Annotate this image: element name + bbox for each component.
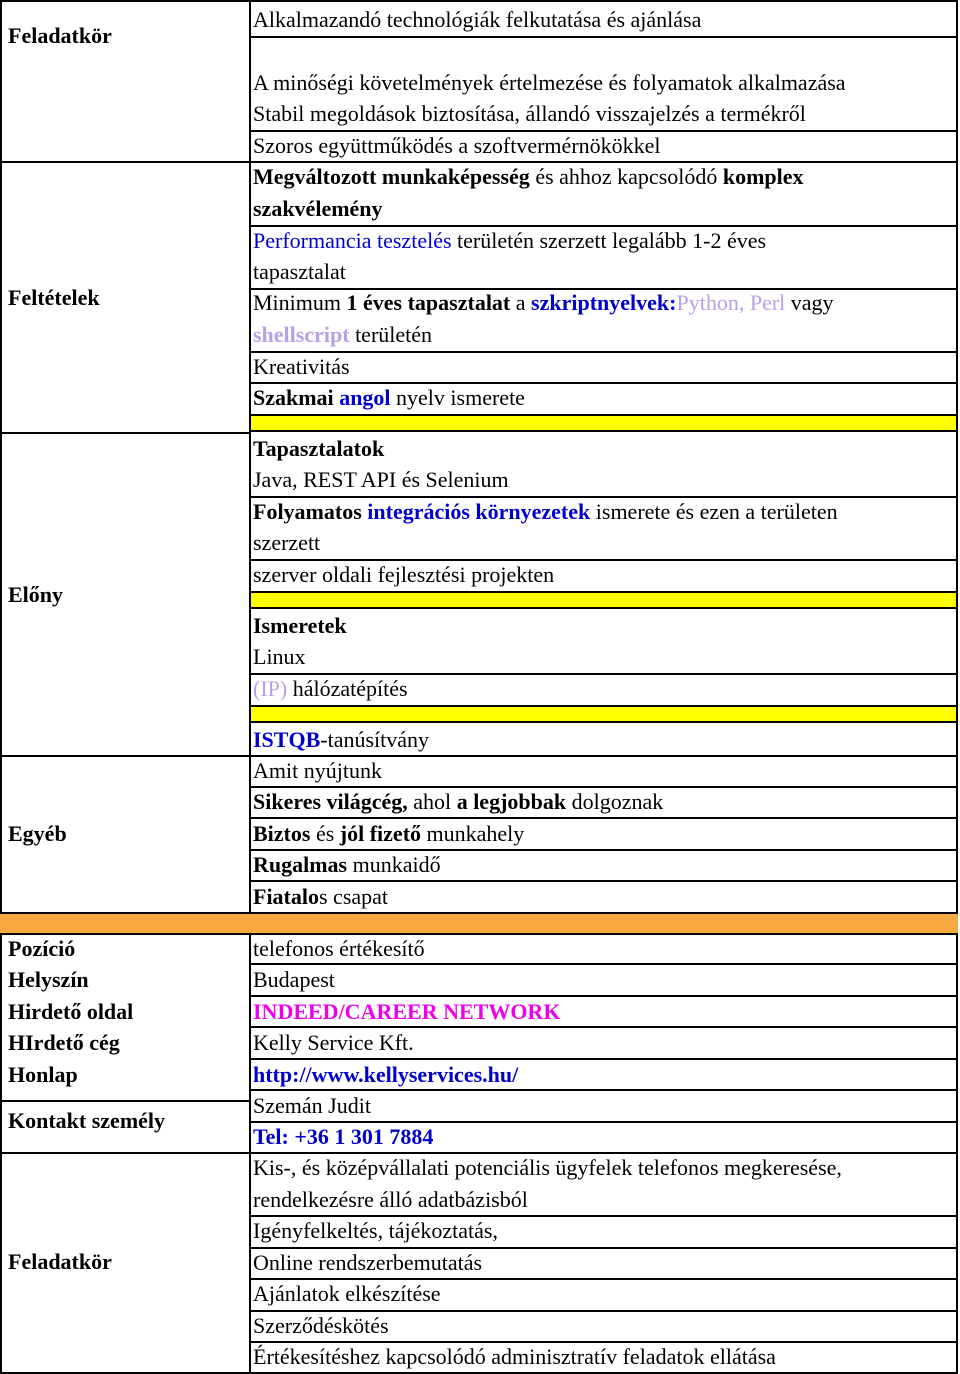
- text-blue-bold: integrációs környezetek: [367, 499, 591, 524]
- text-blue-bold: angol: [339, 385, 391, 410]
- text-blue-bold: szkriptnyelvek:: [531, 290, 677, 315]
- requirement-item-cont: tapasztalat: [253, 259, 346, 284]
- requirement-item: [253, 228, 953, 254]
- requirement-item-cont: [253, 322, 953, 348]
- label-feladatkor-bottom: Feladatkör: [8, 1249, 112, 1274]
- other-item: [253, 821, 953, 847]
- task-item: Online rendszerbemutatás: [253, 1250, 483, 1275]
- row-line: [249, 1215, 958, 1217]
- label-hirdeto-ceg: HIrdető cég: [8, 1030, 120, 1055]
- label-pozicio: Pozíció: [8, 936, 76, 961]
- text-bold: komplex: [722, 164, 804, 189]
- highlight-band: [251, 591, 956, 609]
- section-line: [0, 432, 251, 434]
- requirement-item: Szoros együttműködés a szoftvermérnökökkel: [253, 133, 661, 158]
- text-blue-bold: ISTQB: [253, 727, 321, 752]
- section-line: [0, 755, 251, 757]
- other-item: [253, 884, 953, 910]
- value-kontakt-phone[interactable]: Tel: +36 1 301 7884: [253, 1124, 434, 1149]
- row-line: [249, 880, 958, 882]
- row-line: [249, 559, 958, 561]
- task-item: Kis-, és középvállalati potenciális ügyfelek telefonos megkeresése,: [253, 1155, 842, 1180]
- row-line: [249, 849, 958, 851]
- other-item: [253, 789, 953, 815]
- row-line: [249, 1341, 958, 1343]
- task-item: Értékesítéshez kapcsolódó adminisztratív feladatok ellátása: [253, 1344, 776, 1369]
- text-bold: 1 éves tapasztalat: [346, 290, 511, 315]
- other-item: [253, 727, 953, 753]
- text: munkaidő: [347, 852, 441, 877]
- label-elony: Előny: [8, 582, 64, 607]
- value-helyszin: Budapest: [253, 967, 335, 992]
- text: és ahhoz kapcsolódó: [529, 164, 723, 189]
- label-feladatkor: Feladatkör: [8, 23, 112, 48]
- row-line: [249, 1058, 958, 1060]
- text-bold: Megváltozott munkaképesség: [253, 164, 530, 189]
- row-line: [249, 225, 958, 227]
- row-line: [249, 130, 958, 132]
- value-hirdeto-ceg: Kelly Service Kft.: [253, 1030, 414, 1055]
- value-honlap: [253, 1062, 953, 1088]
- requirement-item: [253, 290, 953, 316]
- row-line: [249, 786, 958, 788]
- text: s csapat: [319, 884, 389, 909]
- text: a: [510, 290, 532, 315]
- section-heading-ismeretek: Ismeretek: [253, 613, 347, 638]
- text: dolgoznak: [566, 789, 664, 814]
- requirement-item: [253, 164, 953, 190]
- row-line: [249, 351, 958, 353]
- section-heading-tapasztalatok: Tapasztalatok: [253, 436, 385, 461]
- requirement-item-cont: szakvélemény: [253, 196, 383, 221]
- other-item: Amit nyújtunk: [253, 758, 382, 783]
- text: Minimum: [253, 290, 347, 315]
- table-border-top: [0, 0, 958, 2]
- label-helyszin: Helyszín: [8, 967, 89, 992]
- section-separator-band: [0, 912, 958, 935]
- text-lavender: (IP): [253, 676, 288, 701]
- text-lavender: Python, Perl: [676, 290, 786, 315]
- text: területén: [349, 322, 433, 347]
- row-line: [249, 963, 958, 965]
- text: nyelv ismerete: [390, 385, 525, 410]
- text-bold: Biztos: [253, 821, 311, 846]
- section-line: [0, 161, 251, 163]
- text-bold: Fiatalo: [253, 884, 319, 909]
- row-line: [249, 673, 958, 675]
- advantage-item: [253, 499, 953, 525]
- text: -tanúsítvány: [320, 727, 430, 752]
- row-line: [249, 1121, 958, 1123]
- task-item-cont: rendelkezésre álló adatbázisból: [253, 1187, 528, 1212]
- label-feltetelek: Feltételek: [8, 285, 100, 310]
- section-line: [0, 1152, 251, 1154]
- highlight-band: [251, 705, 956, 723]
- text-bold: Szakmai: [253, 385, 340, 410]
- table-border-right: [956, 0, 958, 1374]
- feladatkor-line: Alkalmazandó technológiák felkutatása és ajánlása: [253, 7, 702, 32]
- row-line: [249, 1152, 958, 1154]
- row-line: [249, 496, 958, 498]
- text-bold: Folyamatos: [253, 499, 368, 524]
- row-line: [249, 1247, 958, 1249]
- value-pozicio: telefonos értékesítő: [253, 936, 425, 961]
- label-kontakt-szemely: Kontakt személy: [8, 1108, 166, 1133]
- advantage-item: Linux: [253, 644, 306, 669]
- label-honlap: Honlap: [8, 1062, 78, 1087]
- section-line: [0, 1100, 251, 1102]
- row-line: [249, 755, 958, 757]
- row-line: [249, 1026, 958, 1028]
- label-hirdeto-oldal: Hirdető oldal: [8, 999, 134, 1024]
- highlight-band: [251, 414, 956, 432]
- text-bold: Sikeres világcég,: [253, 789, 408, 814]
- value-hirdeto-oldal: INDEED/CAREER NETWORK: [253, 999, 561, 1024]
- requirement-item: Stabil megoldások biztosítása, állandó visszajelzés a termékről: [253, 101, 806, 126]
- website-link[interactable]: http://www.kellyservices.hu/: [253, 1062, 519, 1087]
- other-item: [253, 852, 953, 878]
- advantage-item: Java, REST API és Selenium: [253, 467, 509, 492]
- text: vagy: [785, 290, 834, 315]
- requirement-item: Kreativitás: [253, 354, 350, 379]
- table-border-left: [0, 0, 2, 1374]
- advantage-item: [253, 676, 953, 702]
- row-line: [249, 36, 958, 38]
- text: munkahely: [421, 821, 525, 846]
- text: területén szerzett legalább 1-2 éves: [451, 228, 767, 253]
- requirement-item: [253, 385, 953, 411]
- advantage-item: szerver oldali fejlesztési projekten: [253, 562, 555, 587]
- row-line: [249, 1089, 958, 1091]
- row-line: [249, 1278, 958, 1280]
- text: ismerete és ezen a területen: [590, 499, 838, 524]
- row-line: [249, 817, 958, 819]
- task-item: Ajánlatok elkészítése: [253, 1281, 441, 1306]
- label-egyeb: Egyéb: [8, 821, 67, 846]
- text: ahol: [407, 789, 457, 814]
- value-kontakt-name: Szemán Judit: [253, 1093, 371, 1118]
- row-line: [249, 382, 958, 384]
- advantage-item-cont: szerzett: [253, 530, 321, 555]
- text-bold: Rugalmas: [253, 852, 348, 877]
- task-item: Szerződéskötés: [253, 1313, 389, 1338]
- text: hálózatépítés: [287, 676, 408, 701]
- row-line: [249, 995, 958, 997]
- row-line: [249, 1310, 958, 1312]
- text-bold: a legjobbak: [456, 789, 567, 814]
- text-blue: Performancia tesztelés: [253, 228, 452, 253]
- column-divider: [249, 0, 251, 1374]
- text: és: [310, 821, 340, 846]
- requirement-item: A minőségi követelmények értelmezése és folyamatok alkalmazása: [253, 70, 846, 95]
- text-lavender-bold: shellscript: [253, 322, 350, 347]
- row-line: [249, 161, 958, 163]
- task-item: Igényfelkeltés, tájékoztatás,: [253, 1218, 498, 1243]
- text-bold: jól fizető: [339, 821, 422, 846]
